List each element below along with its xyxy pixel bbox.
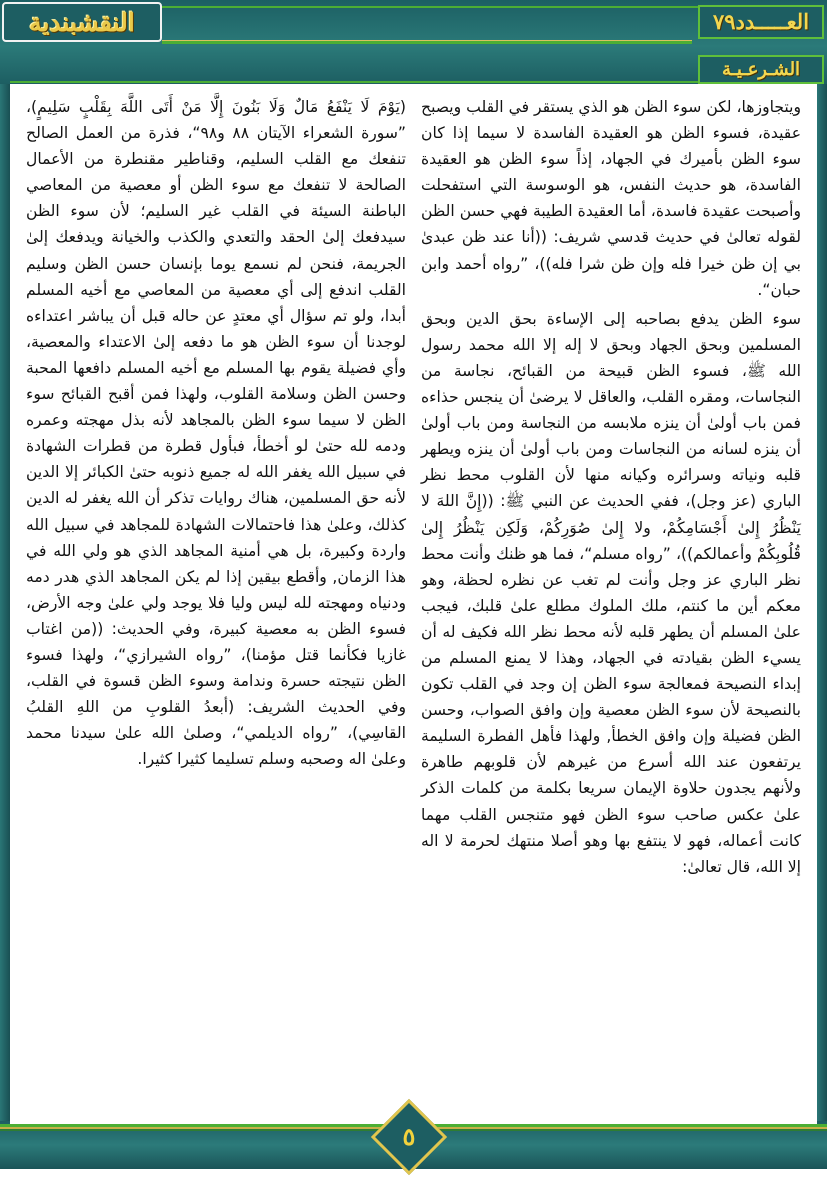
paragraph: ويتجاوزها، لكن سوء الظن هو الذي يستقر في القلب ويصبح عقيدة، فسوء الظن هو العقيدة الفاسدة لا سيما إذا كان سوء الظن بأميرك في الجهاد، إذاً سوء الظن هو العقيدة الفاسدة، هو حديث النفس، هو الوسوسة التي استفحلت وأصبحت عقيدة فاسدة، أما العقيدة الطيبة فهي حسن الظن لقوله تعالىٰ في حديث قدسي شريف: ((أنا عند ظن عبدىٰ بي إن ظن خيرا فله وإن ظن شرا فله))، ”رواه أحمد وابن حبان“. xyxy=(421,98,801,299)
divider xyxy=(10,81,700,83)
frame-left-border xyxy=(0,84,10,1124)
page-body xyxy=(10,84,817,1124)
article-column-left xyxy=(26,94,406,772)
issue-number-label: العـــــدد٧٩ xyxy=(698,5,824,39)
divider xyxy=(162,40,692,44)
page-number: ٥ xyxy=(402,1122,416,1151)
section-label: الشـرعـيـة xyxy=(698,55,824,84)
paragraph: (يَوْمَ لَا يَنْفَعُ مَالٌ وَلَا بَنُونَ إِلَّا مَنْ أَتَى اللَّهَ بِقَلْبٍ سَلِيمٍ)، ”سورة الشعراء الآيتان ٨٨ و٩٨“، فذرة من العمل الصالح تنفعك مع القلب السليم، وقناطير مقنطرة من الأعمال الصالحة لا تنفعك مع سوء الظن أو معصية من المعاصي الباطنة السيئة في القلب غير السليم؛ لأن سوء الظن سيدفعك إلىٰ الحقد والتعدي والكذب والخيانة ويدفعك إلىٰ الجريمة، فنحن لم نسمع يوما بإنسان حسن الظن وسليم القلب اندفع إلى أي معصية من المعاصي مع أخيه المسلم أبدا، ولو تم سؤال أي معتدٍ عن حاله قبل أن يباشر اعتداءه لوجدنا أن سوء الظن هو ما دفعه إلىٰ الاعتداء والمعصية، وأي فضيلة يقوم بها المسلم مع أخيه المسلم دافعها المحبة وحسن الظن وسلامة القلوب، ولهذا فمن أقبح القبائح سوء الظن لا سيما سوء الظن بالمجاهد لأنه بذل مهجته وعمره ودمه لله حتىٰ لو أخطأ، فبأول قطرة من قطرات الشهادة في سبيل الله يغفر الله له جميع ذنوبه حتىٰ الكبائر إلا الدين لأنه حق المسلمين، هناك روايات تذكر أن الله يغفر له الدين كذلك، وعلىٰ هذا فاحتمالات الشهادة للمجاهد في سبيل الله واردة وكبيرة، بل هي أمنية المجاهد الذي هو ولي الله في هذا الزمان, وأقطع بيقين إذا لم يكن المجاهد الذي هدر دمه ودنياه ومهجته لله ليس وليا فلا يوجد ولي علىٰ وجه الأرض، فسوء الظن به معصية كبيرة، وفي الحديث: ((من اغتاب غازيا فكأنما قتل مؤمنا)، ”رواه الشيرازي“، ولهذا فسوء الظن نتيجته حسرة وندامة وسوء الظن قسوة في القلب، وفي الحديث الشريف: (أبعدُ القلوبِ من اللهِ القلبُ القاسِي)، ”رواه الديلمي“، وصلىٰ الله علىٰ سيدنا محمد وعلىٰ اله وصحبه وسلم تسليما كثيرا كثيرا. xyxy=(26,98,406,769)
paragraph: سوء الظن يدفع بصاحبه إلى الإساءة بحق الدين وبحق المسلمين وبحق الجهاد وبحق لا إله إلا الله محمد رسول الله ﷺ، فسوء الظن قبيحة من القبائح، نجاسة من النجاسات، ومقره القلب، والعاقل لا يرضىٰ أن ينجس حذاءه فمن باب أولىٰ أن ينزه ملابسه من النجاسة ومن باب أولىٰ أن ينزه لسانه من النجاسات ومن باب أولىٰ أن ينزه ويطهر قلبه ونياته وسرائره وكيانه منها لأن القلوب محط نظر الباري (عز وجل)، ففي الحديث عن النبي ﷺ: ((إِنَّ اللهَ لا يَنْظُرُ إِلىٰ أَجْسَامِكُمْ، ولا إِلىٰ صُوَرِكُمْ، وَلَكِن يَنْظُرُ إِلىٰ قُلُوبِكُمْ وأعمالكم))، ”رواه مسلم“، فما هو ظنك وأنت محط نظر الباري عز وجل وأنت لم تغب عن نظره لحظة، وهو معكم أين ما كنتم، ملك الملوك مطلع علىٰ قلبك، فيجب علىٰ المسلم أن يطهر قلبه لأنه محط نظر الله فكيف له أن يسيء الظن بقيادته في الجهاد، وهذا لا يمنع المسلم من إبداء النصيحة فمعالجة سوء الظن إن وجد في القلب تكون بالنصيحة لأن سوء الظن معصية وإن وافق الصواب، وحسن الظن فضيلة وإن وافق الخطأ, ولهذا فأهل الفطرة السليمة يرتفعون عند الله أسرع من غيرهم لأن قلوبهم طاهرة ولأنهم يجدون حلاوة الإيمان سريعا بكلمة من كلمات الذكر علىٰ عكس صاحب سوء الظن فهو متنجس القلب مهما كانت أعماله، فهو لا ينتفع بها وهو أصلا منتهك لحرمة لا اله إلا الله، قال تعالىٰ: xyxy=(421,309,801,876)
magazine-title: النقشبندية xyxy=(2,2,162,42)
divider xyxy=(162,6,698,8)
article-column-right xyxy=(421,94,801,880)
frame-right-border xyxy=(817,84,827,1124)
